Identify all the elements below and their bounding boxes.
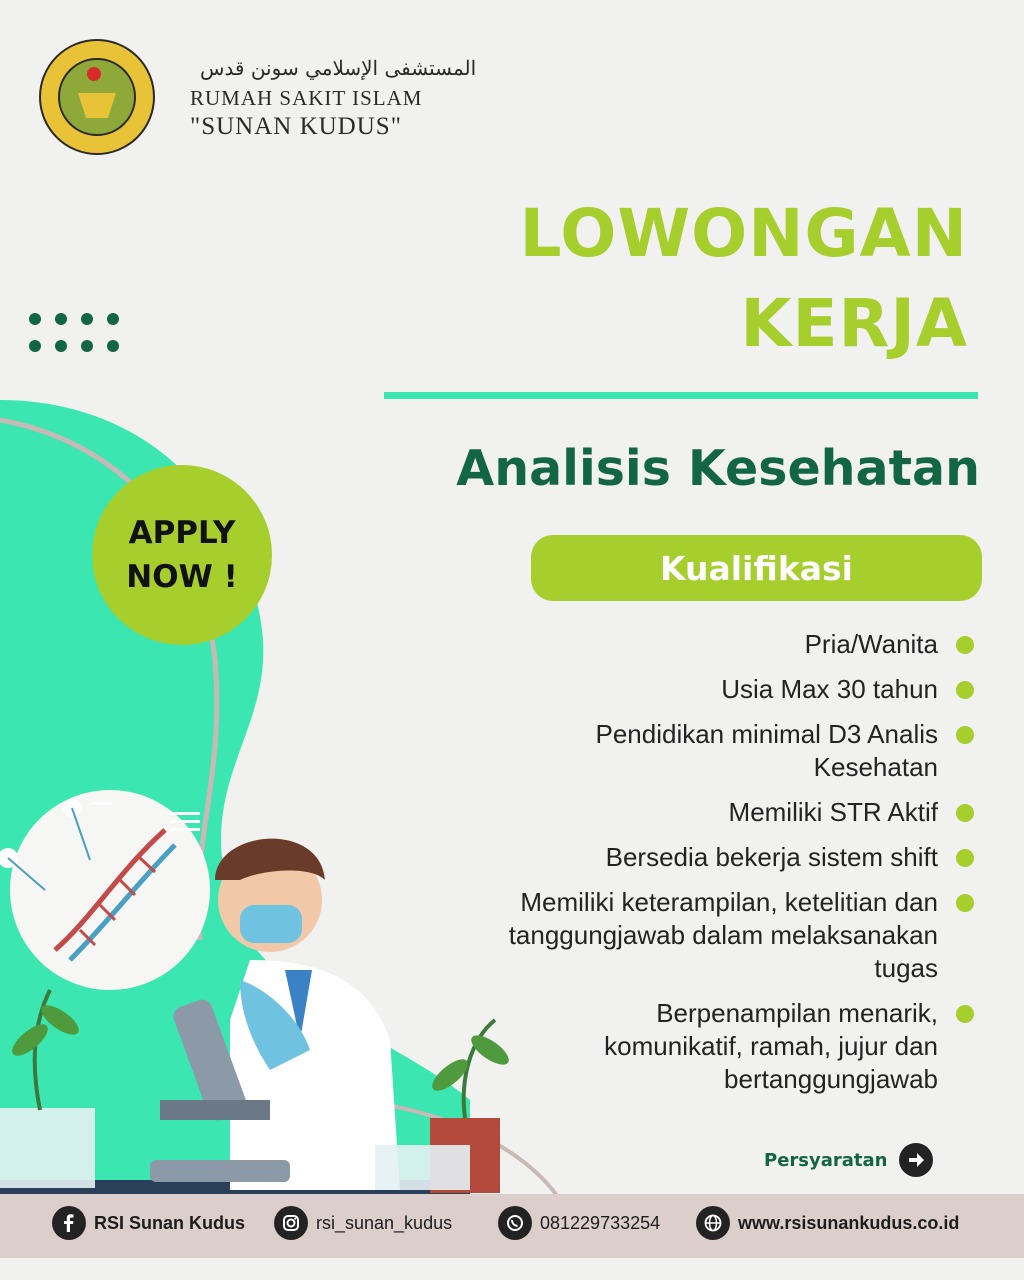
bullet-icon (956, 804, 974, 822)
website-contact[interactable] (696, 1206, 959, 1240)
persyaratan-link[interactable] (764, 1143, 933, 1177)
list-item (414, 997, 974, 1096)
qualification-text: Berpenampilan menarik, komunikatif, ramah, jujur dan bertanggungjawab (604, 998, 938, 1094)
dots-pattern (28, 312, 128, 356)
globe-icon (696, 1206, 730, 1240)
bullet-icon (956, 849, 974, 867)
qualification-text: Memiliki keterampilan, ketelitian dan tanggungjawab dalam melaksanakan tugas (508, 887, 938, 983)
facebook-icon (52, 1206, 86, 1240)
persyaratan-label: Persyaratan (764, 1149, 888, 1171)
bullet-icon (956, 894, 974, 912)
qualification-text: Memiliki STR Aktif (728, 797, 938, 827)
yayasan-seal-logo (38, 38, 156, 156)
whatsapp-number: 081229733254 (540, 1212, 661, 1233)
instagram-icon (274, 1206, 308, 1240)
whatsapp-contact[interactable] (498, 1206, 660, 1240)
list-item (414, 796, 974, 829)
list-item (414, 841, 974, 874)
qualification-text: Usia Max 30 tahun (721, 674, 938, 704)
facebook-handle: RSI Sunan Kudus (94, 1212, 246, 1233)
list-item (414, 886, 974, 985)
qualification-list (414, 628, 974, 1108)
hospital-arabic-name: المستشفى الإسلامي سونن قدس (200, 56, 477, 80)
position-title: Analisis Kesehatan (456, 440, 980, 497)
list-item (414, 673, 974, 706)
facebook-contact[interactable] (52, 1206, 245, 1240)
website-url: www.rsisunankudus.co.id (738, 1212, 960, 1233)
headline-kerja: KERJA (740, 285, 968, 362)
instagram-handle: rsi_sunan_kudus (316, 1212, 453, 1233)
heading-divider (384, 392, 978, 399)
qualification-text: Bersedia bekerja sistem shift (605, 842, 938, 872)
bullet-icon (956, 726, 974, 744)
list-item (414, 718, 974, 784)
list-item (414, 628, 974, 661)
qualification-text: Pendidikan minimal D3 Analis Kesehatan (595, 719, 938, 782)
apply-line1: APPLY (128, 515, 236, 551)
apply-line2: NOW ! (126, 559, 238, 595)
bullet-icon (956, 681, 974, 699)
headline-lowongan: LOWONGAN (519, 195, 968, 272)
whatsapp-icon (498, 1206, 532, 1240)
instagram-contact[interactable] (274, 1206, 452, 1240)
qualification-text: Pria/Wanita (804, 629, 938, 659)
qualification-header (531, 535, 982, 601)
bullet-icon (956, 1005, 974, 1023)
apply-now-badge[interactable] (92, 465, 272, 645)
contact-footer (0, 1194, 1024, 1258)
bullet-icon (956, 636, 974, 654)
hospital-name-sub: "SUNAN KUDUS" (190, 113, 402, 140)
arrow-right-icon[interactable] (899, 1143, 933, 1177)
qualification-label: Kualifikasi (659, 548, 853, 588)
hospital-name: RUMAH SAKIT ISLAM (190, 86, 423, 110)
